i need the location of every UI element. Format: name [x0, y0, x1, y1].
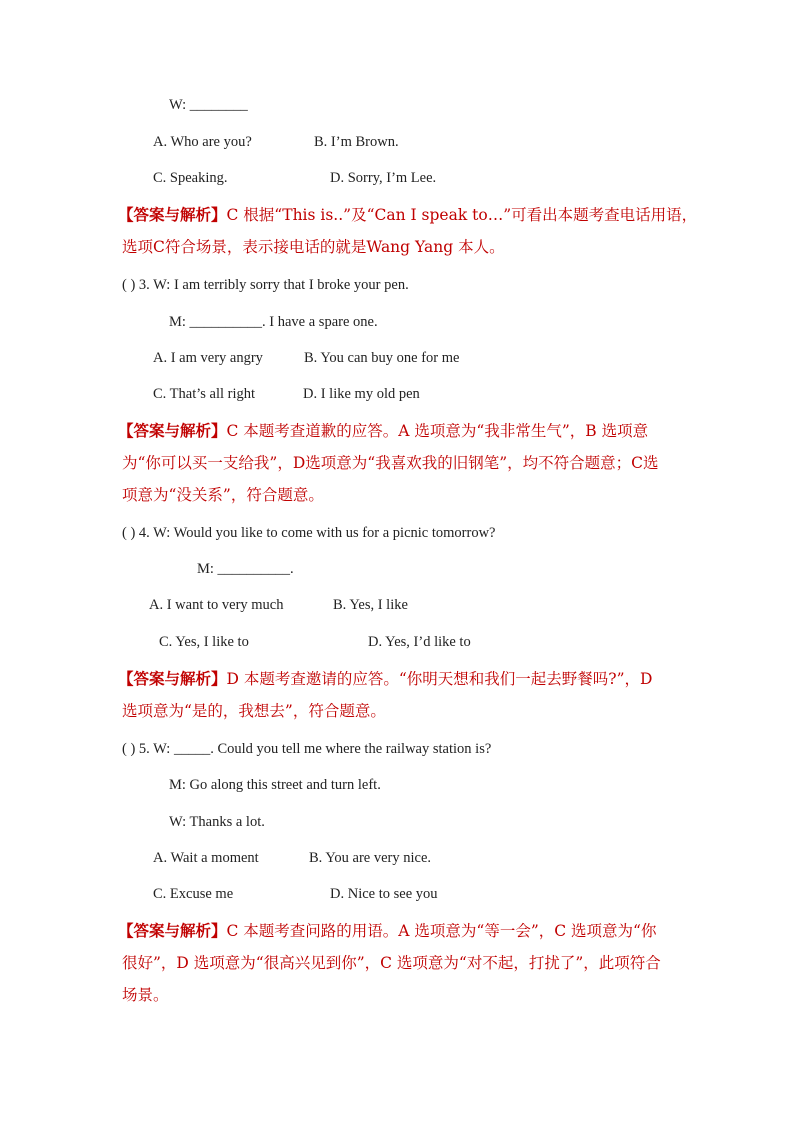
q5-m-line: M: Go along this street and turn left. — [169, 777, 381, 793]
q3-option-a: A. I am very angry — [153, 350, 263, 366]
q4-option-d: D. Yes, I’d like to — [368, 634, 471, 650]
q2-option-a: A. Who are you? — [153, 134, 252, 150]
q2-w-line: W: ________ — [169, 97, 248, 113]
q4-option-c: C. Yes, I like to — [159, 634, 249, 650]
q5-w-line: W: Thanks a lot. — [169, 814, 265, 830]
answer-tag: 【答案与解析】 — [118, 421, 227, 440]
q5-answer-line-3: 场景。 — [122, 986, 169, 1004]
answer-text: D 本题考查邀请的应答。“你明天想和我们一起去野餐吗?”，D — [226, 670, 653, 688]
answer-tag: 【答案与解析】 — [118, 205, 227, 224]
answer-tag: 【答案与解析】 — [118, 921, 227, 940]
q3-option-c: C. That’s all right — [153, 386, 256, 402]
q3-answer-line-2: 为“你可以买一支给我”，D选项意为“我喜欢我的旧钢笔”，均不符合题意；C选 — [122, 454, 659, 472]
q2-option-b: B. I’m Brown. — [314, 134, 399, 150]
q5-stem: ( ) 5. W: _____. Could you tell me where the railway station is? — [122, 741, 492, 757]
q3-option-d: D. I like my old pen — [303, 386, 420, 402]
q4-stem: ( ) 4. W: Would you like to come with us for a picnic tomorrow? — [122, 525, 496, 541]
q3-answer-line-1 — [118, 421, 648, 441]
q2-answer-line-1 — [118, 205, 697, 225]
answer-text: C 本题考查问路的用语。A 选项意为“等一会”，C 选项意为“你 — [226, 922, 657, 940]
q3-answer-line-3: 项意为“没关系”，符合题意。 — [122, 486, 324, 504]
q5-answer-line-1 — [118, 921, 656, 941]
q4-option-b: B. Yes, I like — [333, 597, 408, 613]
q5-option-a: A. Wait a moment — [153, 850, 259, 866]
q5-option-d: D. Nice to see you — [330, 886, 438, 902]
q3-stem: ( ) 3. W: I am terribly sorry that I broke your pen. — [122, 277, 409, 293]
q4-option-a: A. I want to very much — [149, 597, 284, 613]
answer-text: C 根据“This is..”及“Can I speak to…”可看出本题考查电话用语， — [226, 206, 698, 224]
q5-answer-line-2: 很好”，D 选项意为“很高兴见到你”，C 选项意为“对不起，打扰了”，此项符合 — [122, 954, 661, 972]
answer-tag: 【答案与解析】 — [118, 669, 227, 688]
q2-answer-line-2: 选项C符合场景，表示接电话的就是Wang Yang 本人。 — [122, 238, 505, 256]
q3-m-line: M: __________. I have a spare one. — [169, 314, 378, 330]
q5-option-c: C. Excuse me — [153, 886, 234, 902]
q3-option-b: B. You can buy one for me — [304, 350, 460, 366]
q2-option-c: C. Speaking. — [153, 170, 228, 186]
q2-option-d: D. Sorry, I’m Lee. — [330, 170, 437, 186]
q4-answer-line-1 — [118, 669, 652, 689]
q5-option-b: B. You are very nice. — [309, 850, 432, 866]
q4-m-line: M: __________. — [197, 561, 294, 577]
answer-text: C 本题考查道歉的应答。A 选项意为“我非常生气”，B 选项意 — [226, 422, 649, 440]
q4-answer-line-2: 选项意为“是的，我想去”，符合题意。 — [122, 702, 386, 720]
